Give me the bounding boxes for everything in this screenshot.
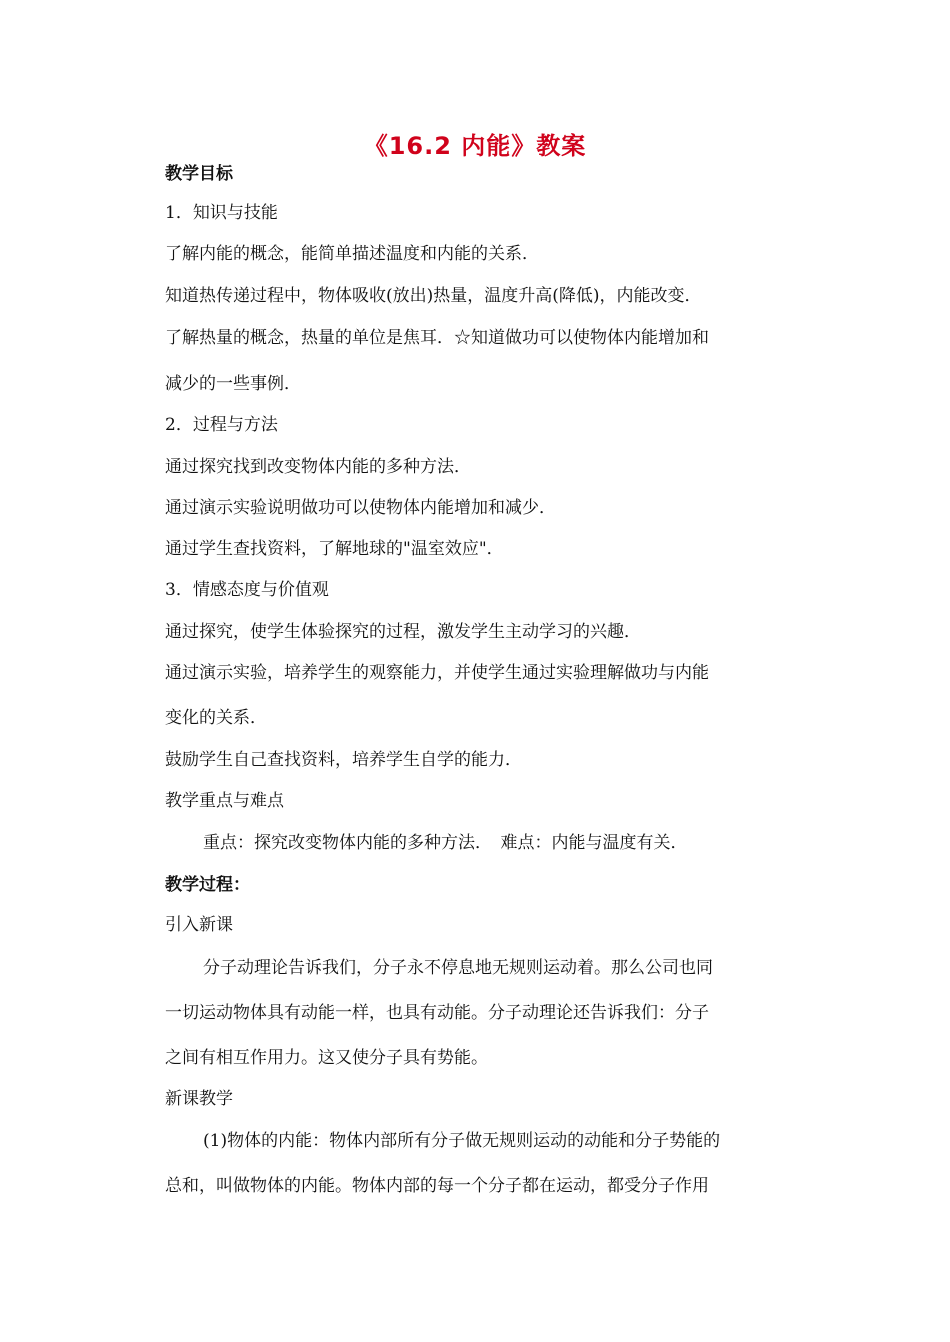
paragraph-line: 分子动理论告诉我们，分子永不停息地无规则运动着。那么公司也同 bbox=[203, 958, 713, 978]
paragraph-line: 减少的一些事例． bbox=[165, 374, 301, 394]
paragraph-line: 一切运动物体具有动能一样，也具有动能。分子动理论还告诉我们：分子 bbox=[165, 1003, 709, 1023]
subheading-new-lesson: 新课教学 bbox=[165, 1089, 233, 1109]
paragraph-line: 通过探究，使学生体验探究的过程，激发学生主动学习的兴趣． bbox=[165, 622, 641, 642]
paragraph-line: 了解内能的概念，能简单描述温度和内能的关系． bbox=[165, 244, 539, 264]
paragraph-line: 通过演示实验说明做功可以使物体内能增加和减少． bbox=[165, 498, 556, 518]
paragraph-line: 之间有相互作用力。这又使分子具有势能。 bbox=[165, 1048, 488, 1068]
paragraph-line: (1)物体的内能：物体内部所有分子做无规则运动的动能和分子势能的 bbox=[203, 1131, 721, 1151]
subheading-process-methods: 2．过程与方法 bbox=[165, 415, 278, 435]
paragraph-line: 通过探究找到改变物体内能的多种方法． bbox=[165, 457, 471, 477]
paragraph-line: 通过学生查找资料，了解地球的"温室效应"． bbox=[165, 539, 504, 559]
paragraph-line: 通过演示实验，培养学生的观察能力，并使学生通过实验理解做功与内能 bbox=[165, 663, 709, 683]
paragraph-line: 知道热传递过程中，物体吸收(放出)热量，温度升高(降低)，内能改变． bbox=[165, 286, 702, 306]
subheading-introduction: 引入新课 bbox=[165, 915, 233, 935]
paragraph-line: 了解热量的概念，热量的单位是焦耳．☆知道做功可以使物体内能增加和 bbox=[165, 328, 709, 348]
paragraph-line: 总和，叫做物体的内能。物体内部的每一个分子都在运动，都受分子作用 bbox=[165, 1176, 709, 1196]
subheading-attitudes-values: 3．情感态度与价值观 bbox=[165, 580, 329, 600]
heading-teaching-process: 教学过程： bbox=[165, 875, 250, 895]
page-title: 《16.2 内能》教案 bbox=[363, 132, 587, 160]
subheading-knowledge-skills: 1．知识与技能 bbox=[165, 203, 278, 223]
paragraph-line: 鼓励学生自己查找资料，培养学生自学的能力． bbox=[165, 750, 522, 770]
paragraph-line: 重点：探究改变物体内能的多种方法． 难点：内能与温度有关． bbox=[203, 833, 688, 853]
paragraph-line: 变化的关系． bbox=[165, 708, 267, 728]
heading-key-points: 教学重点与难点 bbox=[165, 791, 284, 811]
heading-teaching-objectives: 教学目标 bbox=[165, 164, 233, 184]
